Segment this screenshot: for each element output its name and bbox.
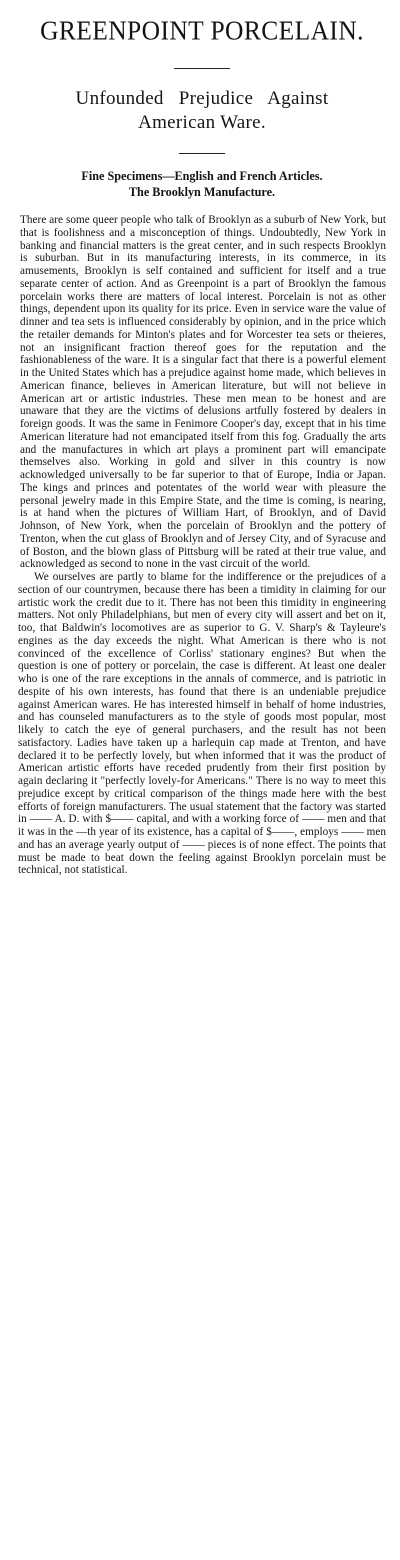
deck-line-1: Unfounded Prejudice Against [75,88,329,109]
subdeck [18,168,386,200]
article-body [18,214,386,877]
article-paragraph-1: There are some queer people who talk of Brooklyn as a suburb of New York, but that is foolishness and a misconception of things. Undoubtedly, New York in banking and financial matters is the great center, and in such respects Brooklyn is suburban. But in its manufacturing interests, in its commerce, in its amusements, Brooklyn is self contained and sufficient for itself and a true separate center of action. And as Greenpoint is a part of Brooklyn the famous porcelain works there are matters of local interest. Porcelain is not as other things, dependent upon its quality for its price. Even in service ware the value of dinner and tea sets is influenced considerably by opinion, and in the price which the retailer demands for Minton's plates and for Worcester tea sets or theieres, not an insignificant fraction thereof goes for the reputation and the fashionableness of the ware. It is a singular fact that there is a powerful element in the United States which has a prejudice against home made, which believes in American finance, believes in American literature, but will not believe in American art or artistic industries. These men mean to be honest and are unaware that they are the victims of delusions artfully fostered by dealers in foreign goods. It was the same in Fenimore Cooper's day, except that in his time American literature had not emancipated itself from this fog. Gradually the arts and the manufactures in which art plays a prominent part will emancipate themselves also. Working in gold and silver in this country is now acknowledged universally to be far superior to that of Europe, India or Japan. The kings and princes and potentates of the world wear with pleasure the personal jewelry made in this Empire State, and the time is coming, is nearing, is at hand when the pictures of William Hart, of Brooklyn, and of David Johnson, of New York, when the porcelain of Brooklyn and the pottery of Trenton, when the cut glass of Brooklyn and of Jersey City, and of Syracuse and of Boston, and the blown glass of Pittsburg will be rated at their true value, and acknowledged as second to none in the vast circuit of the world. [20,214,386,571]
headline-rule [174,68,230,69]
deck-rule [179,153,225,154]
article-paragraph-2: We ourselves are partly to blame for the indifference or the prejudices of a section of our countrymen, because there has been a timidity in claiming for our artistic work the credit due to it. There has not been this timidity in engineering matters. Not only Philadelphians, but men of every city will assert and bet on it, too, that Baldwin's locomotives are as superior to G. V. Sharp's & Tayleure's engines as the day exceeds the night. What American is there who is not convinced of the excellence of Corliss' stationary engines? But when the question is one of pottery or porcelain, the case is different. At least one dealer who is one of the rare exceptions in the annals of commerce, and is patriotic in despite of his own interests, has found that there is an undeniable prejudice against American wares. He has interested himself in behalf of home industries, and has counseled manufacturers as to the style of goods most popular, most likely to catch the eye of general purchasers, and the result has not been satisfactory. Ladies have taken up a harlequin cap made at Trenton, and have declared it to be perfectly lovely, but when informed that it was the product of American artistic efforts have receded prudently from their first position by again declaring it "perfectly lovely-for Americans." There is no way to meet this prejudice except by critical comparison of the things made here with the best efforts of foreign manufacturers. The usual statement that the factory was started in —— A. D. with $—— capital, and with a working force of —— men and that it was in the —th year of its existence, has a capital of $——, employs —— men and has an average yearly output of —— pieces is of none effect. The points that must be made to beat down the feeling against Brooklyn porcelain must be technical, not statistical. [18,571,386,877]
deck-line-2: American Ware. [138,112,266,133]
subdeck-line-1: Fine Specimens—English and French Articles. [81,169,323,183]
subdeck-line-2: The Brooklyn Manufacture. [128,185,276,199]
headline: GREENPOINT PORCELAIN. [40,14,364,47]
deck [18,87,386,135]
